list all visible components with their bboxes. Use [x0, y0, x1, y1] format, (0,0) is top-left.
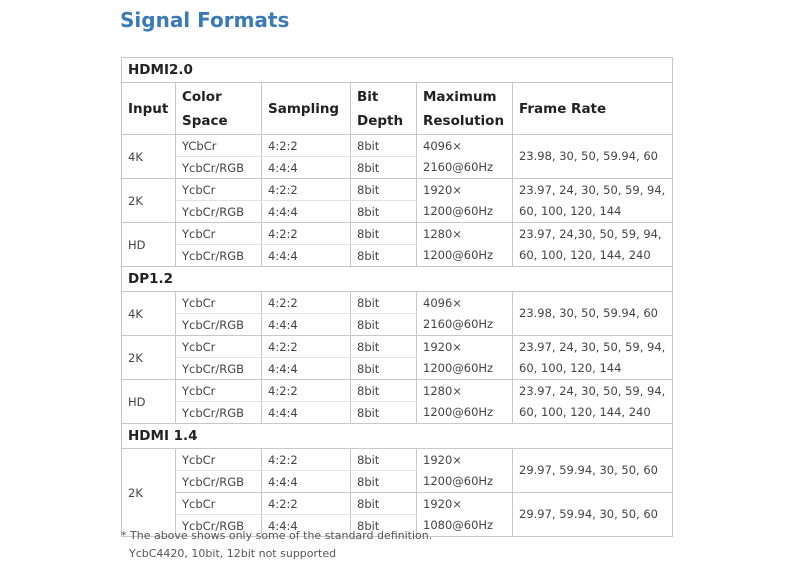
- table-row: [122, 336, 673, 358]
- color-space-cell: YcbCr: [176, 449, 262, 471]
- bit-depth-cell: 8bit: [351, 157, 417, 179]
- max-resolution-cell: [417, 336, 513, 380]
- max-resolution-line: 2160@60Hz: [423, 316, 494, 331]
- color-space-cell: YcbCr: [176, 336, 262, 358]
- sampling-cell: 4:2:2: [262, 380, 351, 402]
- input-cell: 2K: [122, 179, 176, 223]
- table-row: [122, 292, 673, 314]
- header-bit-depth-line: Depth: [357, 112, 404, 129]
- header-bit-depth-line: Bit: [357, 88, 379, 105]
- header-max-resolution-line: Maximum: [423, 88, 497, 105]
- frame-rate-cell: [513, 179, 673, 223]
- bit-depth-cell: 8bit: [351, 135, 417, 157]
- max-resolution-line: 4096×: [423, 295, 462, 310]
- color-space-cell: YcbCr: [176, 493, 262, 515]
- input-cell: 4K: [122, 292, 176, 336]
- signal-formats-table: [121, 57, 673, 537]
- input-cell: 2K: [122, 449, 176, 537]
- sampling-cell: 4:4:4: [262, 314, 351, 336]
- color-space-cell: YcbCr/RGB: [176, 201, 262, 223]
- max-resolution-line: 1920×: [423, 452, 462, 467]
- max-resolution-line: 1920×: [423, 182, 462, 197]
- header-color-space: [176, 83, 262, 135]
- color-space-cell: YcbCr/RGB: [176, 358, 262, 380]
- max-resolution-line: 1200@60Hz: [423, 404, 494, 419]
- header-color-space-line: Space: [182, 112, 228, 129]
- bit-depth-cell: 8bit: [351, 223, 417, 245]
- frame-rate-cell: [513, 493, 673, 537]
- frame-rate-line: 23.97, 24, 30, 50, 59, 94,: [519, 182, 666, 197]
- frame-rate-line: 60, 100, 120, 144: [519, 360, 622, 375]
- header-max-resolution: [417, 83, 513, 135]
- color-space-cell: YcbCr/RGB: [176, 402, 262, 424]
- max-resolution-cell: [417, 135, 513, 179]
- color-space-cell: YcbCr/RGB: [176, 314, 262, 336]
- color-space-cell: YcbCr/RGB: [176, 515, 262, 537]
- max-resolution-cell: [417, 380, 513, 424]
- sampling-cell: 4:4:4: [262, 245, 351, 267]
- frame-rate-line: 29.97, 59.94, 30, 50, 60: [519, 507, 658, 521]
- max-resolution-cell: [417, 223, 513, 267]
- page-title: Signal Formats: [120, 8, 290, 32]
- section-row: [122, 424, 673, 449]
- max-resolution-cell: [417, 179, 513, 223]
- bit-depth-cell: 8bit: [351, 201, 417, 223]
- section-row: [122, 58, 673, 83]
- table-row: [122, 380, 673, 402]
- max-resolution-cell: [417, 449, 513, 493]
- table-row: [122, 179, 673, 201]
- frame-rate-line: 23.97, 24, 30, 50, 59, 94,: [519, 383, 666, 398]
- frame-rate-cell: [513, 292, 673, 336]
- color-space-cell: YcbCr: [176, 380, 262, 402]
- table-row: [122, 135, 673, 157]
- max-resolution-line: 1200@60Hz: [423, 360, 494, 375]
- max-resolution-line: 1920×: [423, 496, 462, 511]
- frame-rate-line: 29.97, 59.94, 30, 50, 60: [519, 463, 658, 477]
- frame-rate-cell: [513, 380, 673, 424]
- color-space-cell: YcbCr: [176, 179, 262, 201]
- sampling-cell: 4:4:4: [262, 471, 351, 493]
- frame-rate-line: 23.97, 24, 30, 50, 59, 94,: [519, 339, 666, 354]
- color-space-cell: YcbCr/RGB: [176, 245, 262, 267]
- table-row: [122, 449, 673, 471]
- max-resolution-line: 2160@60Hz: [423, 159, 494, 174]
- max-resolution-line: 1080@60Hz: [423, 517, 494, 532]
- max-resolution-line: 4096×: [423, 138, 462, 153]
- color-space-cell: YcbCr: [176, 292, 262, 314]
- header-frame-rate: Frame Rate: [513, 83, 673, 135]
- max-resolution-cell: [417, 292, 513, 336]
- color-space-cell: YcbCr/RGB: [176, 157, 262, 179]
- sampling-cell: 4:4:4: [262, 201, 351, 223]
- bit-depth-cell: 8bit: [351, 493, 417, 515]
- sampling-cell: 4:2:2: [262, 292, 351, 314]
- table-row: [122, 493, 673, 515]
- frame-rate-line: 60, 100, 120, 144, 240: [519, 404, 651, 419]
- max-resolution-line: 1200@60Hz: [423, 203, 494, 218]
- bit-depth-cell: 8bit: [351, 380, 417, 402]
- bit-depth-cell: 8bit: [351, 515, 417, 537]
- input-cell: 2K: [122, 336, 176, 380]
- bit-depth-cell: 8bit: [351, 358, 417, 380]
- max-resolution-line: 1920×: [423, 339, 462, 354]
- frame-rate-cell: [513, 449, 673, 493]
- section-title: DP1.2: [122, 267, 673, 292]
- sampling-cell: 4:4:4: [262, 402, 351, 424]
- sampling-cell: 4:2:2: [262, 336, 351, 358]
- frame-rate-line: 60, 100, 120, 144: [519, 203, 622, 218]
- column-header-row: [122, 83, 673, 135]
- header-sampling: Sampling: [262, 83, 351, 135]
- sampling-cell: 4:4:4: [262, 157, 351, 179]
- sampling-cell: 4:4:4: [262, 358, 351, 380]
- footnote: [121, 527, 432, 563]
- header-color-space-line: Color: [182, 88, 222, 105]
- sampling-cell: 4:2:2: [262, 493, 351, 515]
- max-resolution-line: 1280×: [423, 226, 462, 241]
- section-title: HDMI2.0: [122, 58, 673, 83]
- input-cell: HD: [122, 223, 176, 267]
- bit-depth-cell: 8bit: [351, 314, 417, 336]
- frame-rate-cell: [513, 223, 673, 267]
- color-space-cell: YCbCr: [176, 135, 262, 157]
- bit-depth-cell: 8bit: [351, 402, 417, 424]
- frame-rate-line: 23.98, 30, 50, 59.94, 60: [519, 149, 658, 163]
- bit-depth-cell: 8bit: [351, 449, 417, 471]
- footnote-line-2: YcbC4420, 10bit, 12bit not supported: [129, 547, 337, 560]
- sampling-cell: 4:4:4: [262, 515, 351, 537]
- header-bit-depth: [351, 83, 417, 135]
- input-cell: 4K: [122, 135, 176, 179]
- section-row: [122, 267, 673, 292]
- input-cell: HD: [122, 380, 176, 424]
- frame-rate-line: 60, 100, 120, 144, 240: [519, 247, 651, 262]
- frame-rate-cell: [513, 336, 673, 380]
- max-resolution-line: 1280×: [423, 383, 462, 398]
- header-input: Input: [122, 83, 176, 135]
- bit-depth-cell: 8bit: [351, 179, 417, 201]
- bit-depth-cell: 8bit: [351, 471, 417, 493]
- sampling-cell: 4:2:2: [262, 179, 351, 201]
- color-space-cell: YcbCr: [176, 223, 262, 245]
- section-title: HDMI 1.4: [122, 424, 673, 449]
- footnote-line-1: * The above shows only some of the standard definition.: [121, 529, 433, 542]
- frame-rate-cell: [513, 135, 673, 179]
- max-resolution-line: 1200@60Hz: [423, 473, 494, 488]
- color-space-cell: YcbCr/RGB: [176, 471, 262, 493]
- bit-depth-cell: 8bit: [351, 245, 417, 267]
- sampling-cell: 4:2:2: [262, 135, 351, 157]
- header-max-resolution-line: Resolution: [423, 112, 505, 129]
- sampling-cell: 4:2:2: [262, 223, 351, 245]
- table-row: [122, 223, 673, 245]
- frame-rate-line: 23.97, 24,30, 50, 59, 94,: [519, 226, 662, 241]
- bit-depth-cell: 8bit: [351, 336, 417, 358]
- max-resolution-line: 1200@60Hz: [423, 247, 494, 262]
- frame-rate-line: 23.98, 30, 50, 59.94, 60: [519, 306, 658, 320]
- sampling-cell: 4:2:2: [262, 449, 351, 471]
- bit-depth-cell: 8bit: [351, 292, 417, 314]
